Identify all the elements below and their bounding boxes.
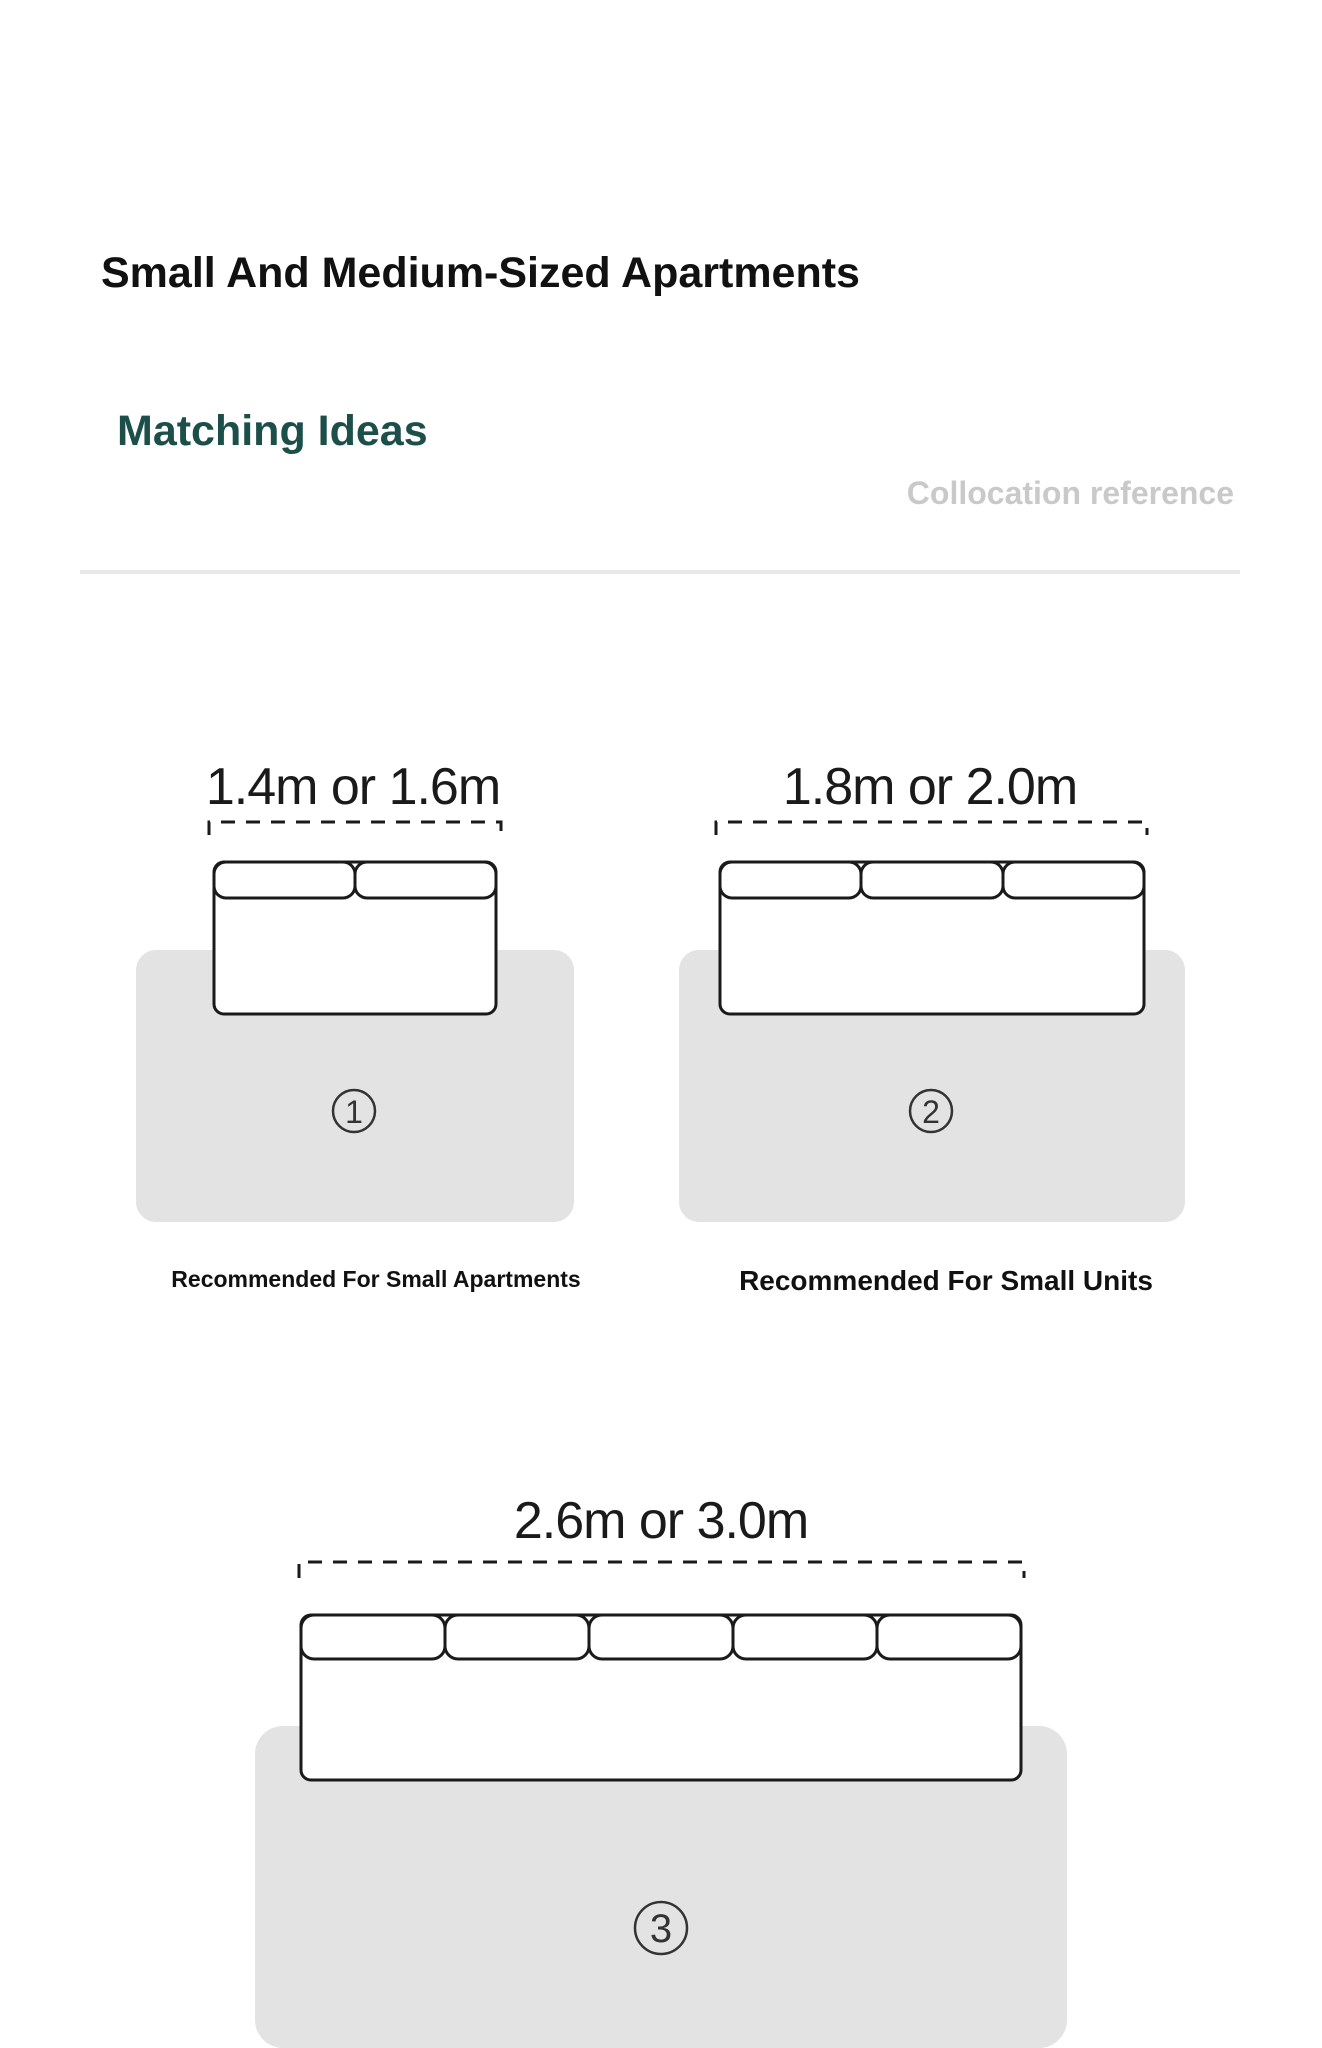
page-title: Small And Medium-Sized Apartments [101,249,860,297]
cushion [720,862,861,898]
dimension-label-3: 2.6m or 3.0m [513,1492,809,1550]
sofa-cushions-3 [301,1615,1021,1659]
caption-layout-2: Recommended For Small Units [739,1265,1153,1296]
dimension-line-1 [209,822,501,835]
cushion [301,1615,445,1659]
number-2: 2 [922,1094,940,1130]
layout-1 [136,758,574,1222]
number-1: 1 [345,1094,363,1130]
cushion [877,1615,1021,1659]
dimension-label-2: 1.8m or 2.0m [782,758,1078,816]
layout-3 [255,1492,1067,2048]
number-3: 3 [649,1907,673,1951]
cushion [214,862,355,898]
dimension-label-1: 1.4m or 1.6m [205,758,501,816]
cushion [1003,862,1144,898]
dimension-line-3 [299,1562,1024,1578]
cushion [589,1615,733,1659]
cushion [445,1615,589,1659]
cushion [733,1615,877,1659]
layout-2 [679,758,1185,1222]
cushion [861,862,1003,898]
section-subtitle: Matching Ideas [117,407,428,455]
collocation-reference-label: Collocation reference [906,475,1234,511]
caption-layout-1: Recommended For Small Apartments [171,1266,581,1292]
sofa-cushions-2 [720,862,1144,898]
cushion [355,862,496,898]
dimension-line-2 [716,822,1147,835]
